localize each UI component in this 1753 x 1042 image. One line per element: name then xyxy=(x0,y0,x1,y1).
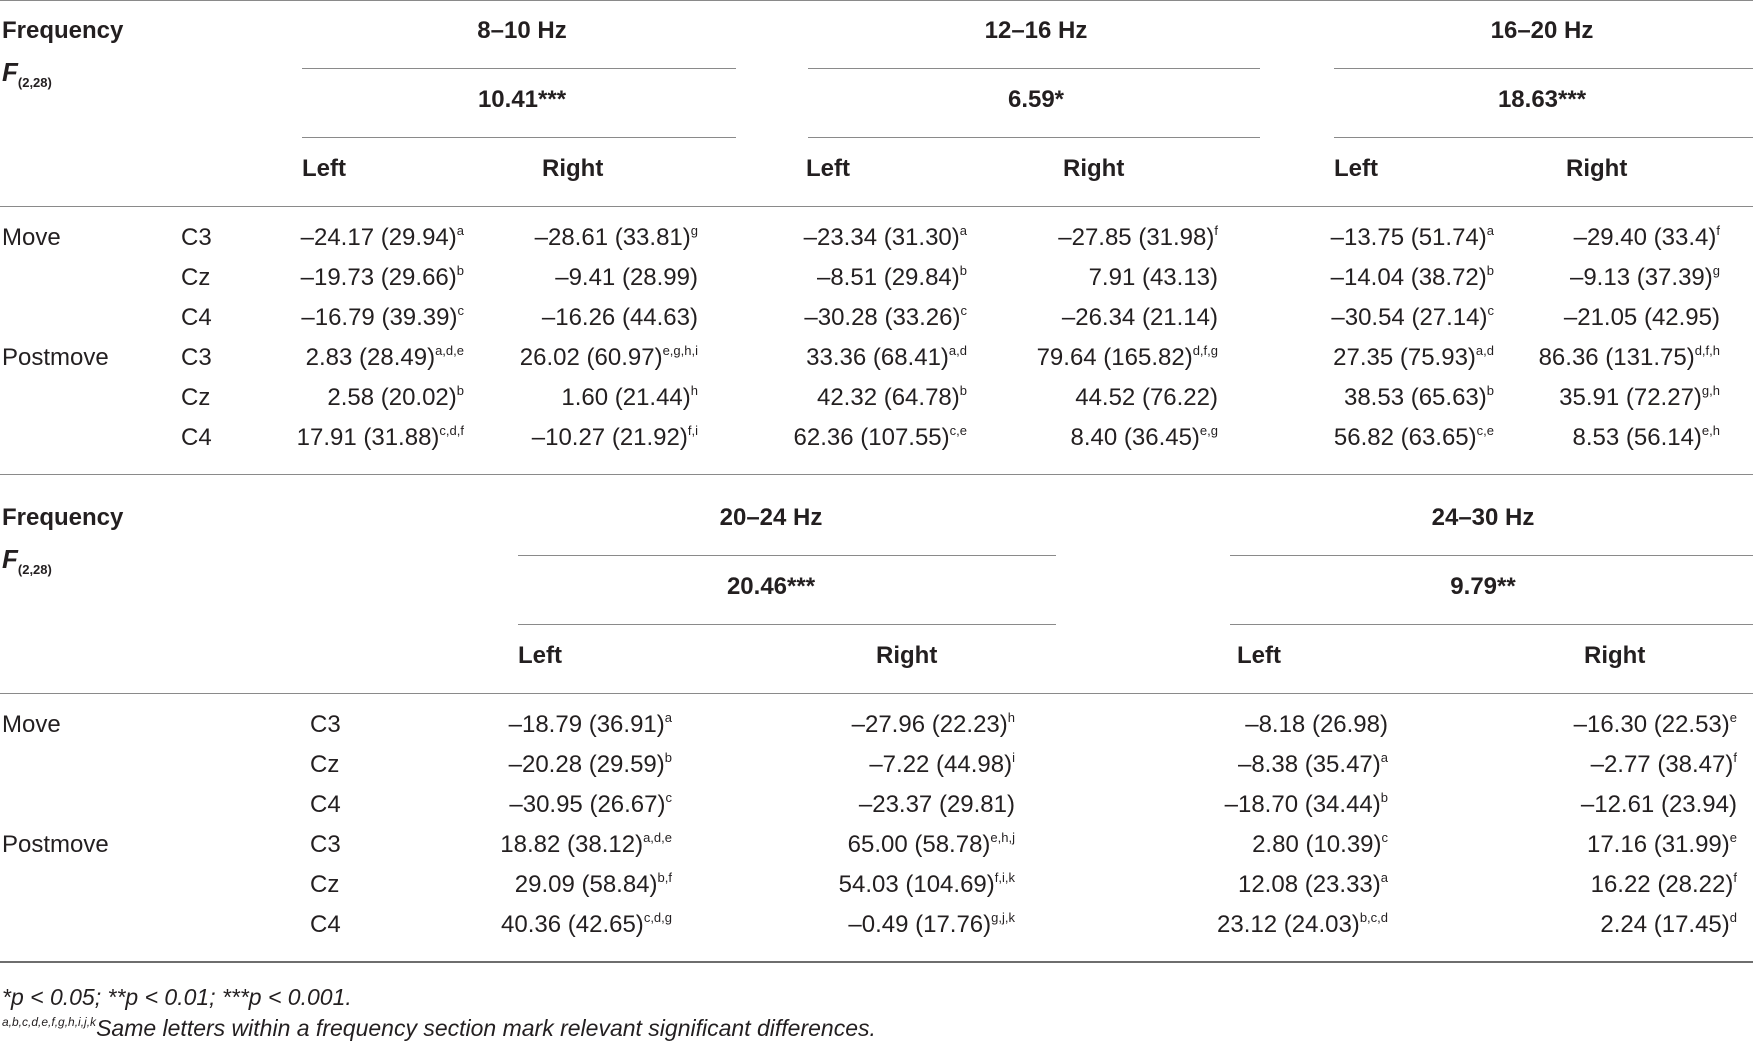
table1-cell: 17.91 $(31.88)^{c,d,f}$ xyxy=(296,423,464,451)
table2-header-rule xyxy=(0,693,1753,694)
table1-cell: –19.73 $(29.66)^b$ xyxy=(300,263,464,291)
table1-cell: –29.40 $(33.4)^f$ xyxy=(1573,223,1720,251)
table1-band-rule xyxy=(1334,68,1753,69)
table1-electrode: C4 xyxy=(181,304,212,331)
table2-cell: 54.03 $(104.69)^{f,i,k}$ xyxy=(838,870,1015,898)
table1-cell: –21.05 (42.95) xyxy=(1563,304,1720,331)
table1-cell: 35.91 $(72.27)^{g,h}$ xyxy=(1559,383,1720,411)
table1-cell: 2.58 $(20.02)^b$ xyxy=(327,383,464,411)
table1-left-header: Left xyxy=(1334,155,1378,182)
table1-electrode: Cz xyxy=(181,264,211,291)
table1-cell: –27.85 $(31.98)^f$ xyxy=(1058,223,1218,251)
table1-band-header: 8–10 Hz xyxy=(477,17,567,44)
table1-cell: 1.60 $(21.44)^h$ xyxy=(561,383,698,411)
table1-cell: 2.83 $(28.49)^{a,d,e}$ xyxy=(305,343,464,371)
table2-cell: 29.09 $(58.84)^{b,f}$ xyxy=(514,870,672,898)
table2-cell: –18.79 $(36.91)^a$ xyxy=(508,710,672,738)
table2-cell: –0.49 $(17.76)^{g,j,k}$ xyxy=(848,910,1015,938)
table1-left-header: Left xyxy=(302,155,346,182)
table2-left-header: Left xyxy=(1237,642,1281,669)
table2-cell: –20.28 $(29.59)^b$ xyxy=(508,750,672,778)
table1-right-header: Right xyxy=(1566,155,1628,182)
table2-cell: 2.24 $(17.45)^d$ xyxy=(1600,910,1737,938)
table2-cell: –16.30 $(22.53)^e$ xyxy=(1573,710,1737,738)
table1-condition-postmove: Postmove xyxy=(2,344,109,371)
table2-bottom-rule xyxy=(0,961,1753,963)
table1-cell: –8.51 $(29.84)^b$ xyxy=(816,263,967,291)
footnote-letters: $^{a,b,c,d,e,f,g,h,i,j,k}$Same letters within a frequency section mark relevant significant differences. xyxy=(2,1015,876,1041)
footnote-significance: *p < 0.05; **p < 0.01; ***p < 0.001. xyxy=(2,984,352,1010)
table1-cell: 38.53 $(65.63)^b$ xyxy=(1343,383,1494,411)
table1-cell: –30.54 $(27.14)^c$ xyxy=(1331,303,1494,331)
table1-cell: –28.61 $(33.81)^g$ xyxy=(534,223,698,251)
table2-cell: 23.12 $(24.03)^{b,c,d}$ xyxy=(1217,910,1388,938)
table2-electrode: C3 xyxy=(310,831,341,858)
table1-cell: 42.32 $(64.78)^b$ xyxy=(816,383,967,411)
table1-f-value: 6.59* xyxy=(1007,86,1065,113)
table2-right-header: Right xyxy=(876,642,938,669)
table1-cell: 86.36 $(131.75)^{d,f,h}$ xyxy=(1538,343,1720,371)
table1-cell: 56.82 $(63.65)^{c,e}$ xyxy=(1333,423,1494,451)
table2-band-rule xyxy=(1230,555,1753,556)
table1-f-value: 10.41*** xyxy=(477,86,567,113)
table1-header-rule xyxy=(0,206,1753,207)
table2-band-header: 20–24 Hz xyxy=(719,504,823,531)
table1-cell: –23.34 $(31.30)^a$ xyxy=(803,223,967,251)
table1-condition-move: Move xyxy=(2,224,61,251)
table2-electrode: C4 xyxy=(310,911,341,938)
table1-cell: 8.40 $(36.45)^{e,g}$ xyxy=(1070,423,1218,451)
table1-cell: –16.26 (44.63) xyxy=(541,304,698,331)
table1-cell: 27.35 $(75.93)^{a,d}$ xyxy=(1333,343,1494,371)
table2-condition-postmove: Postmove xyxy=(2,831,109,858)
table2-frequency-label: Frequency xyxy=(2,504,124,531)
table2-f-value: 9.79** xyxy=(1450,573,1516,600)
table1-electrode: C3 xyxy=(181,224,212,251)
table2-cell: –23.37 (29.81) xyxy=(858,791,1015,818)
table2-cell: 12.08 $(23.33)^a$ xyxy=(1237,870,1388,898)
table2-cell: –7.22 $(44.98)^i$ xyxy=(869,750,1015,778)
table1-cell: 26.02 $(60.97)^{e,g,h,i}$ xyxy=(519,343,698,371)
table2-cell: 18.82 $(38.12)^{a,d,e}$ xyxy=(500,830,672,858)
table1-right-header: Right xyxy=(542,155,604,182)
table2-cell: –30.95 $(26.67)^c$ xyxy=(509,790,672,818)
table1-band-rule xyxy=(302,68,736,69)
table2-cell: 40.36 $(42.65)^{c,d,g}$ xyxy=(501,910,672,938)
table1-cell: 33.36 $(68.41)^{a,d}$ xyxy=(806,343,967,371)
table1-cell: –14.04 $(38.72)^b$ xyxy=(1330,263,1494,291)
table1-frequency-label: Frequency xyxy=(2,17,124,44)
table2-electrode: Cz xyxy=(310,751,340,778)
table1-electrode: C3 xyxy=(181,344,212,371)
table1-right-header: Right xyxy=(1063,155,1125,182)
table1-cell: –24.17 $(29.94)^a$ xyxy=(300,223,464,251)
table1-band-header: 16–20 Hz xyxy=(1490,17,1594,44)
table2-cell: –8.18 (26.98) xyxy=(1245,711,1388,738)
table2-condition-move: Move xyxy=(2,711,61,738)
table1-f-value: 18.63*** xyxy=(1497,86,1587,113)
table1-cell: 8.53 $(56.14)^{e,h}$ xyxy=(1572,423,1720,451)
table2-cell: 17.16 $(31.99)^e$ xyxy=(1586,830,1737,858)
table2-electrode: C4 xyxy=(310,791,341,818)
table1-f-rule xyxy=(808,137,1260,138)
table1-electrode: Cz xyxy=(181,384,211,411)
table1-left-header: Left xyxy=(806,155,850,182)
table1-cell: –9.13 $(37.39)^g$ xyxy=(1569,263,1720,291)
table2-right-header: Right xyxy=(1584,642,1646,669)
table2-cell: 16.22 $(28.22)^f$ xyxy=(1590,870,1737,898)
table1-cell: –9.41 (28.99) xyxy=(555,264,698,291)
table2-f-label: $F_{(2,28)}$ xyxy=(2,544,52,577)
table2-band-rule xyxy=(518,555,1056,556)
table1-cell: –16.79 $(39.39)^c$ xyxy=(301,303,464,331)
table1-cell: 7.91 (43.13) xyxy=(1088,264,1218,291)
table1-cell: –10.27 $(21.92)^{f,i}$ xyxy=(531,423,698,451)
table2-f-value: 20.46*** xyxy=(726,573,816,600)
table2-left-header: Left xyxy=(518,642,562,669)
table1-top-rule xyxy=(0,0,1753,1)
table1-band-rule xyxy=(808,68,1260,69)
table2-cell: –2.77 $(38.47)^f$ xyxy=(1590,750,1737,778)
table1-cell: –13.75 $(51.74)^a$ xyxy=(1330,223,1494,251)
table1-f-rule xyxy=(302,137,736,138)
table1-bottom-rule xyxy=(0,474,1753,475)
table1-cell: 79.64 $(165.82)^{d,f,g}$ xyxy=(1036,343,1218,371)
table2-cell: 2.80 $(10.39)^c$ xyxy=(1252,830,1388,858)
table1-cell: 62.36 $(107.55)^{c,e}$ xyxy=(793,423,967,451)
table2-cell: 65.00 $(58.78)^{e,h,j}$ xyxy=(847,830,1015,858)
table2-electrode: Cz xyxy=(310,871,340,898)
table1-band-header: 12–16 Hz xyxy=(984,17,1088,44)
table2-f-rule xyxy=(518,624,1056,625)
table2-cell: –27.96 $(22.23)^h$ xyxy=(851,710,1015,738)
table2-f-rule xyxy=(1230,624,1753,625)
table1-electrode: C4 xyxy=(181,424,212,451)
table2-electrode: C3 xyxy=(310,711,341,738)
table1-f-rule xyxy=(1334,137,1753,138)
table1-cell: –30.28 $(33.26)^c$ xyxy=(804,303,967,331)
table1-cell: 44.52 (76.22) xyxy=(1075,384,1218,411)
table2-cell: –8.38 $(35.47)^a$ xyxy=(1237,750,1388,778)
table1-cell: –26.34 (21.14) xyxy=(1061,304,1218,331)
table2-cell: –12.61 (23.94) xyxy=(1580,791,1737,818)
table2-cell: –18.70 $(34.44)^b$ xyxy=(1224,790,1388,818)
table2-band-header: 24–30 Hz xyxy=(1431,504,1535,531)
table1-f-label: $F_{(2,28)}$ xyxy=(2,57,52,90)
